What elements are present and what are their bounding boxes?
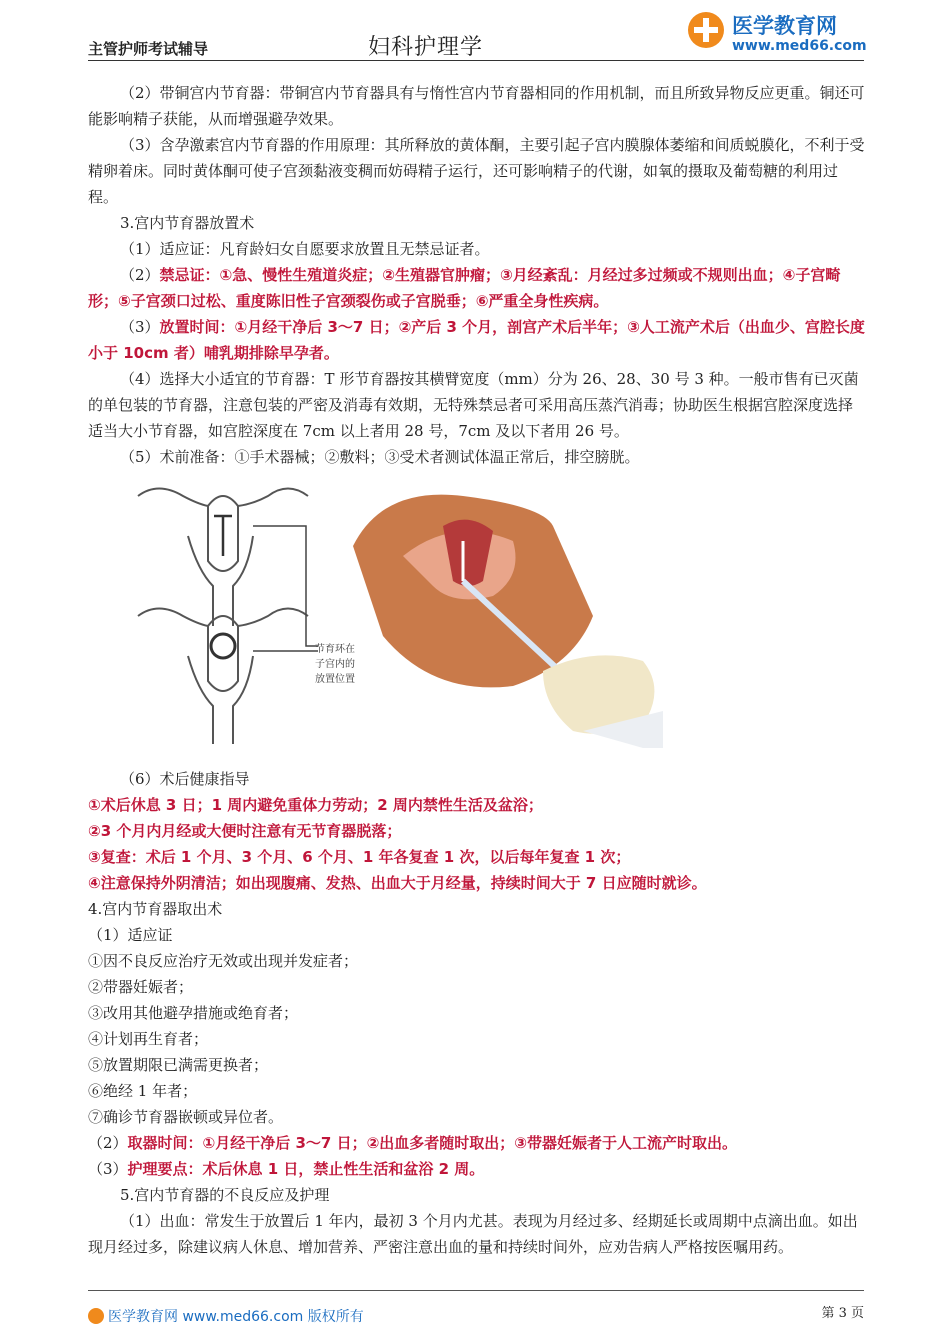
guidance-item-3: ③复查：术后 1 个月、3 个月、6 个月、1 年各复查 1 次，以后每年复查 1 次； [88,848,631,866]
page-footer [88,1290,864,1325]
guidance-item-1: ①术后休息 3 日；1 周内避免重体力劳动；2 周内禁性生活及盆浴； [88,796,543,814]
paragraph-copper-iud: （2）带铜宫内节育器：带铜宫内节育器具有与惰性宫内节育器相同的作用机制，而且所致异物反应更重。铜还可能影响精子获能，从而增强避孕效果。 [88,84,865,128]
list-item: ⑤放置期限已满需更换者； [88,1056,269,1074]
list-item: ②带器妊娠者； [88,978,194,996]
logo-name: 医学教育网 [732,14,837,38]
paragraph-insertion-time [88,314,866,366]
fig-label-line-3: 放置位置 [315,674,355,685]
paragraph-preparation: （5）术前准备：①手术器械；②敷料；③受术者测试体温正常后，排空膀胱。 [120,448,640,466]
list-item: ④计划再生育者； [88,1030,209,1048]
highlight-insertion-time: 放置时间：①月经干净后 3～7 日；②产后 3 个月，剖宫产术后半年；③人工流产术后（出血少、宫腔长度小于 10cm 者）哺乳期排除早孕者。 [88,318,865,362]
section-heading-removal: 4.宫内节育器取出术 [88,900,223,918]
paragraph-indications: （1）适应证：凡育龄妇女自愿要求放置且无禁忌证者。 [120,240,490,258]
list-item: ③改用其他避孕措施或绝育者； [88,1004,299,1022]
footer-rule [88,1290,864,1291]
footer-brand[interactable] [88,1306,364,1326]
section-heading-insertion: 3.宫内节育器放置术 [120,214,255,232]
logo-cross-icon [688,12,724,48]
label-prefix: （2） [120,266,160,284]
logo-cross-icon [88,1308,104,1324]
guidance-item-2: ②3 个月内月经或大便时注意有无节育器脱落； [88,822,402,840]
paragraph-nursing-points [88,1156,866,1182]
document-body [88,80,866,1260]
highlight-contraindications: 禁忌证：①急、慢性生殖道炎症；②生殖器官肿瘤；③月经紊乱：月经过多过频或不规则出血；④子宫畸形；⑤子宫颈口过松、重度陈旧性子宫颈裂伤或子宫脱垂；⑥严重全身性疾病。 [88,266,841,310]
header-subject-title: 妇科护理学 [368,35,484,60]
header-series-title: 主管护师考试辅导 [88,40,209,58]
label-prefix: （3） [120,318,160,336]
highlight-nursing-points: 护理要点：术后休息 1 日，禁止性生活和盆浴 2 周。 [127,1160,485,1178]
page-number: 第 3 页 [821,1306,864,1321]
logo-url: www.med66.com [732,38,867,54]
paragraph-removal-indications: （1）适应证 [88,926,173,944]
paragraph-post-op-guidance: （6）术后健康指导 [120,770,250,788]
paragraph-bleeding: （1）出血：常发生于放置后 1 年内，最初 3 个月内尤甚。表现为月经过多、经期延长或周期中点滴出血。如出现月经过多，除建议病人休息、增加营养、严密注意出血的量和持续时间外，应劝告病人严格按医嘱用药。 [88,1212,858,1256]
brand-logo[interactable] [688,8,888,58]
fig-label-line-2: 子宫内的 [315,659,355,670]
list-item: ⑦确诊节育器嵌顿或异位者。 [88,1108,284,1126]
list-item: ①因不良反应治疗无效或出现并发症者； [88,952,359,970]
label-prefix: （2） [88,1134,128,1152]
label-prefix: （3） [88,1160,128,1178]
footer-brand-text: 医学教育网 www.med66.com 版权所有 [108,1309,364,1325]
section-heading-adverse-reactions: 5.宫内节育器的不良反应及护理 [120,1186,330,1204]
guidance-item-4: ④注意保持外阴清洁；如出现腹痛、发热、出血大于月经量，持续时间大于 7 日应随时就诊。 [88,874,707,892]
paragraph-contraindications [88,262,866,314]
header-rule [88,60,864,61]
paragraph-iud-size: （4）选择大小适宜的节育器：T 形节育器按其横臂宽度（mm）分为 26、28、30 号 3 种。一般市售有已灭菌的单包装的节育器，注意包装的严密及消毒有效期，无特殊禁忌者可采用高压蒸汽消毒；协助医生根据宫腔深度选择适当大小节育器，如宫腔深度在 7cm 以上者用 28 号，7cm 及以下者用 26 号。 [88,370,859,440]
fig-label-line-1: 节育环在 [315,644,355,655]
uterus-diagram [128,476,358,746]
list-item: ⑥绝经 1 年者； [88,1082,198,1100]
figure-area [88,476,866,762]
iud-model-photo [343,486,663,748]
paragraph-progestin-iud: （3）含孕激素宫内节育器的作用原理：其所释放的黄体酮，主要引起子宫内膜腺体萎缩和间质蜕膜化，不利于受精卵着床。同时黄体酮可使子宫颈黏液变稠而妨碍精子运行，还可影响精子的代谢，如氧的摄取及葡萄糖的利用过程。 [88,136,865,206]
paragraph-removal-time [88,1130,866,1156]
highlight-removal-time: 取器时间：①月经干净后 3～7 日；②出血多者随时取出；③带器妊娠者于人工流产时取出。 [127,1134,737,1152]
